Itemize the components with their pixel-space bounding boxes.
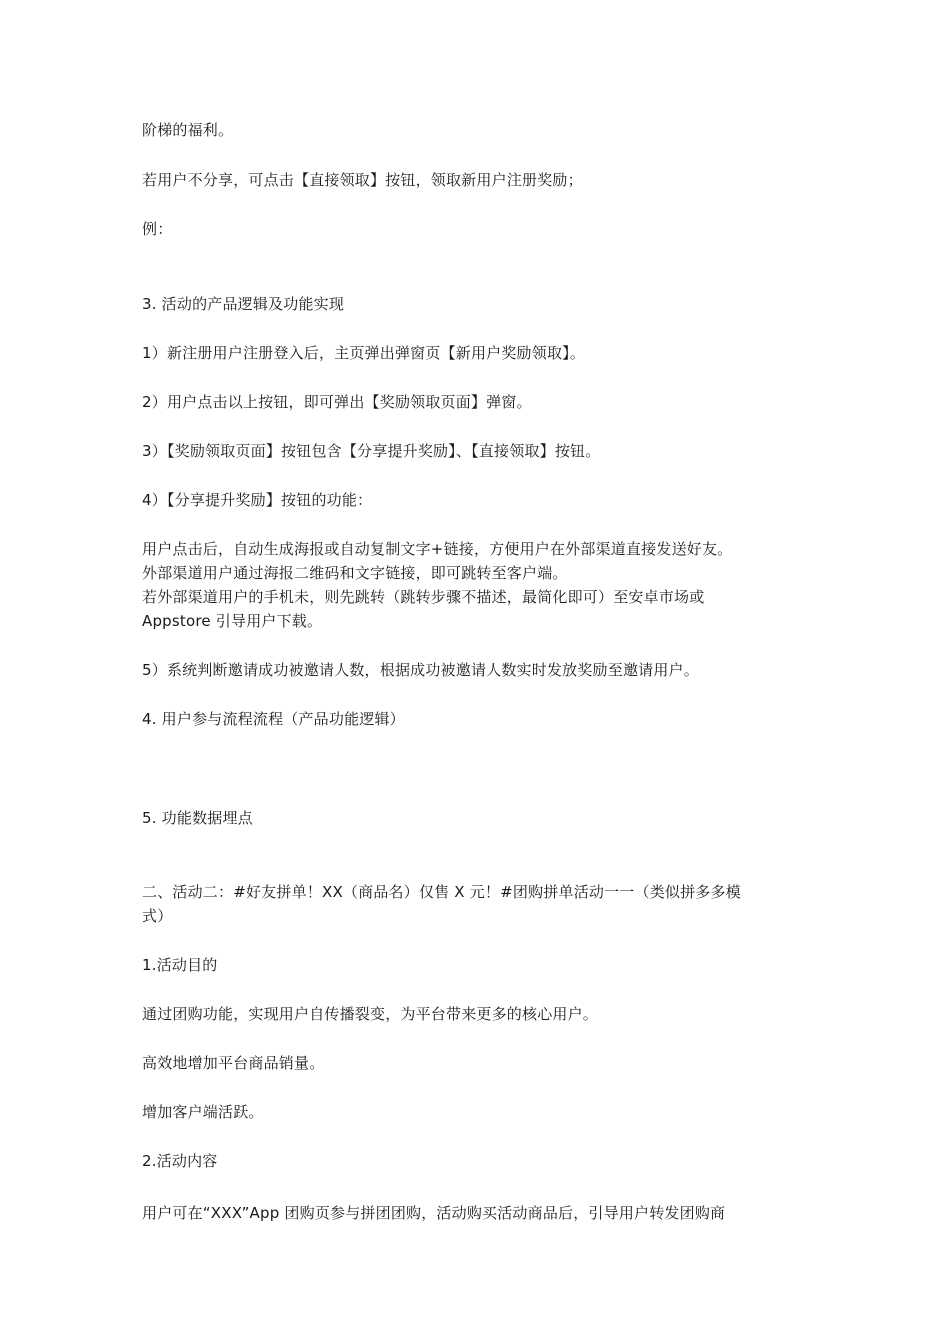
paragraph-line: 4）【分享提升奖励】按钮的功能：: [142, 491, 373, 509]
paragraph-line: 增加客户端活跃。: [142, 1103, 264, 1121]
paragraph-line: Appstore 引导用户下载。: [142, 612, 323, 630]
paragraph-line: 例：: [142, 220, 173, 238]
section-heading: 4. 用户参与流程流程（产品功能逻辑）: [142, 710, 405, 728]
paragraph-line: 2）用户点击以上按钮，即可弹出【奖励领取页面】弹窗。: [142, 393, 532, 411]
section-heading: 1.活动目的: [142, 956, 218, 974]
paragraph-line: 高效地增加平台商品销量。: [142, 1054, 325, 1072]
paragraph-line: 3）【奖励领取页面】按钮包含【分享提升奖励】、【直接领取】按钮。: [142, 442, 601, 460]
chapter-heading: 二、活动二：#好友拼单！XX（商品名）仅售 X 元！#团购拼单活动一一（类似拼多多模: [142, 883, 741, 901]
section-heading: 2.活动内容: [142, 1152, 218, 1170]
paragraph-line: 通过团购功能，实现用户自传播裂变，为平台带来更多的核心用户。: [142, 1005, 599, 1023]
paragraph-line: 1）新注册用户注册登入后，主页弹出弹窗页【新用户奖励领取】。: [142, 344, 586, 362]
section-heading: 5. 功能数据埋点: [142, 809, 253, 827]
paragraph-line: 阶梯的福利。: [142, 121, 234, 139]
paragraph-line: 若外部渠道用户的手机未，则先跳转（跳转步骤不描述，最简化即可）至安卓市场或: [142, 588, 705, 606]
paragraph-line: 5）系统判断邀请成功被邀请人数，根据成功被邀请人数实时发放奖励至邀请用户。: [142, 661, 699, 679]
paragraph-line: 外部渠道用户通过海报二维码和文字链接，即可跳转至客户端。: [142, 564, 568, 582]
paragraph-line: 用户点击后，自动生成海报或自动复制文字+链接，方便用户在外部渠道直接发送好友。: [142, 540, 733, 558]
paragraph-line: 若用户不分享，可点击【直接领取】按钮，领取新用户注册奖励；: [142, 171, 583, 189]
section-heading: 3. 活动的产品逻辑及功能实现: [142, 295, 345, 313]
paragraph-line: 用户可在“XXX”App 团购页参与拼团团购，活动购买活动商品后，引导用户转发团购商: [142, 1204, 726, 1222]
chapter-heading: 式）: [142, 907, 173, 925]
